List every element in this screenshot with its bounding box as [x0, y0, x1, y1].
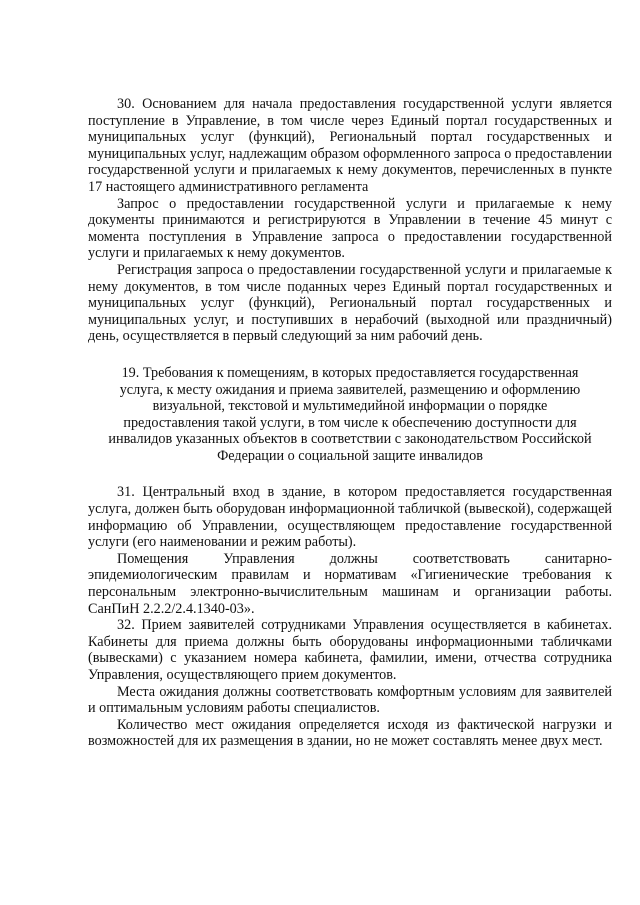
- paragraph-32: 32. Прием заявителей сотрудниками Управления осуществляется в кабинетах. Кабинеты для приема должны быть оборудованы информационными табличками (вывесками) с указанием номера кабинета, фамилии, имени, отчества сотрудника Управления, осуществляющего прием документов.: [88, 617, 612, 683]
- paragraph-registration-holidays: Регистрация запроса о предоставлении государственной услуги и прилагаемые к нему документов, в том числе поданных через Единый портал государственных и муниципальных услуг (функций), Региональный портал государственных и муниципальных услуг, и поступивших в нерабочий (выходной или праздничный) день, осуществляется в первый следующий за ним рабочий день.: [88, 261, 612, 345]
- document-page: [88, 96, 612, 750]
- section-heading-19: 19. Требования к помещениям, в которых предоставляется государственная услуга, к месту ожидания и приема заявителей, размещению и оформлению визуальной, текстовой и мультимедийной информации о порядке предоставления такой услуги, в том числе к обеспечению доступности для инвалидов указанных объектов в соответствии с законодательством Российской Федерации о социальной защите инвалидов: [108, 364, 592, 464]
- paragraph-registration-timing: Запрос о предоставлении государственной услуги и прилагаемые к нему документы принимаются и регистрируются в Управлении в течение 45 минут с момента поступления в Управление запроса о предоставлении государственной услуги и прилагаемых к нему документов.: [88, 195, 612, 262]
- paragraph-premises-sanpin: Помещения Управления должны соответствовать санитарно-эпидемиологическим правилам и нормативам «Гигиенические требования к персональным электронно-вычислительным машинам и организации работы. СанПиН 2.2.2/2.4.1340-03».: [88, 550, 612, 617]
- paragraph-waiting-count: Количество мест ожидания определяется исходя из фактической нагрузки и возможностей для их размещения в здании, но не может составлять менее двух мест.: [88, 716, 612, 750]
- paragraph-31: 31. Центральный вход в здание, в котором предоставляется государственная услуга, должен быть оборудован информационной табличкой (вывеской), содержащей информацию об Управлении, осуществляющем предоставление государственной услуги (его наименовании и режим работы).: [88, 484, 612, 551]
- paragraph-waiting-places: Места ожидания должны соответствовать комфортным условиям для заявителей и оптимальным условиям работы специалистов.: [88, 683, 612, 717]
- paragraph-30: 30. Основанием для начала предоставления государственной услуги является поступление в Управление, в том числе через Единый портал государственных и муниципальных услуг (функций), Региональный портал государственных и муниципальных услуг, надлежащим образом оформленного запроса о предоставлении государственной услуги и прилагаемых к нему документов, перечисленных в пункте 17 настоящего административного регламента: [88, 96, 612, 195]
